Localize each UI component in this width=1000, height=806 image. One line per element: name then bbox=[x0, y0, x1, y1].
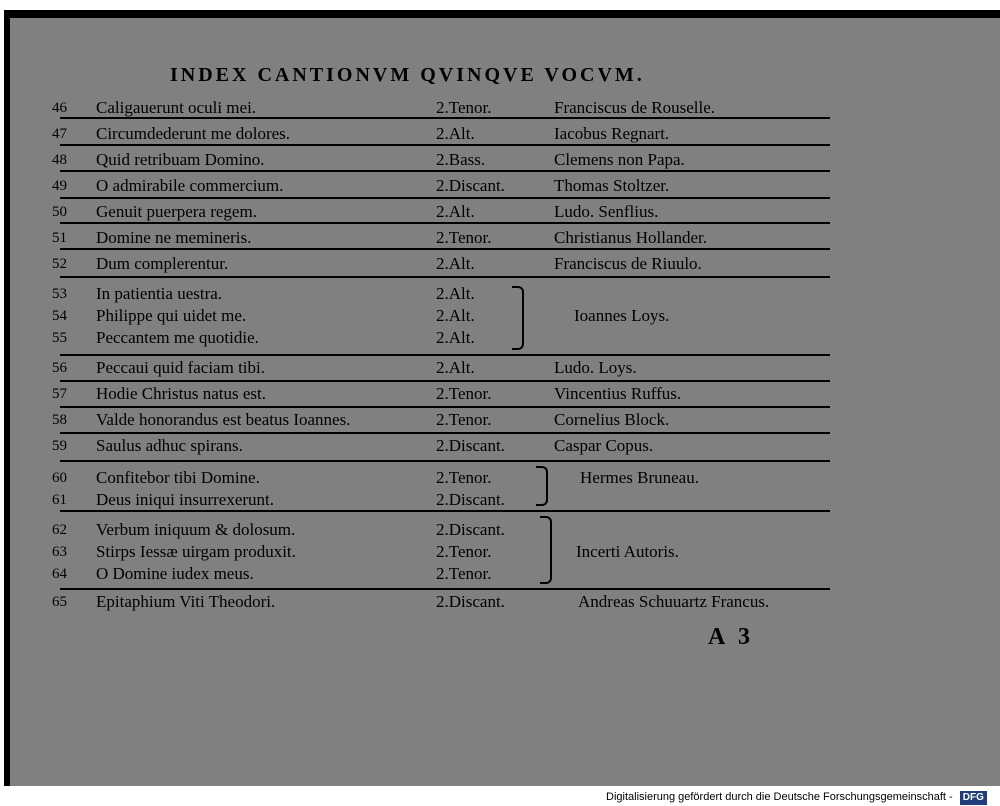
entry-voice: 2.Tenor. bbox=[436, 542, 492, 561]
entry-number: 53 bbox=[52, 286, 67, 302]
entry-voice: 2.Tenor. bbox=[436, 228, 492, 247]
entry-title: Quid retribuam Domino. bbox=[96, 150, 265, 169]
entry-number: 56 bbox=[52, 360, 67, 376]
index-entry bbox=[4, 562, 1000, 586]
entry-number: 54 bbox=[52, 308, 67, 324]
entry-title: Dum complerentur. bbox=[96, 254, 229, 273]
entry-composer: Franciscus de Rouselle. bbox=[554, 98, 715, 117]
entry-voice: 2.Alt. bbox=[436, 202, 475, 221]
entry-title: Confitebor tibi Domine. bbox=[96, 468, 260, 487]
entry-number: 55 bbox=[52, 330, 67, 346]
index-entry bbox=[4, 540, 1000, 564]
scan-top-edge bbox=[4, 10, 1000, 18]
index-entry bbox=[4, 226, 1000, 250]
footer-text: Digitalisierung gefördert durch die Deutsche Forschungsgemeinschaft - bbox=[606, 791, 953, 803]
entry-composer: Iacobus Regnart. bbox=[554, 124, 670, 143]
entry-composer: Vincentius Ruffus. bbox=[554, 384, 682, 403]
entry-title: Hodie Christus natus est. bbox=[96, 384, 266, 403]
brace bbox=[540, 516, 552, 584]
entry-voice: 2.Tenor. bbox=[436, 468, 492, 487]
index-entry bbox=[4, 326, 1000, 350]
entry-composer: Christianus Hollander. bbox=[554, 228, 707, 247]
index-entry bbox=[4, 148, 1000, 172]
entry-composer: Andreas Schuuartz Francus. bbox=[578, 592, 770, 611]
entry-composer: Incerti Autoris. bbox=[576, 542, 679, 561]
entry-voice: 2.Tenor. bbox=[436, 410, 492, 429]
entry-number: 59 bbox=[52, 438, 67, 454]
entry-title: O admirabile commercium. bbox=[96, 176, 284, 195]
entry-composer: Ludo. Loys. bbox=[554, 358, 637, 377]
entry-title: Stirps Iessæ uirgam produxit. bbox=[96, 542, 296, 561]
brace bbox=[536, 466, 548, 506]
index-entry bbox=[4, 356, 1000, 380]
entry-voice: 2.Discant. bbox=[436, 520, 505, 539]
entry-voice: 2.Alt. bbox=[436, 254, 475, 273]
rule bbox=[60, 276, 830, 278]
entry-composer: Clemens non Papa. bbox=[554, 150, 685, 169]
index-entry bbox=[4, 174, 1000, 198]
entry-voice: 2.Alt. bbox=[436, 284, 475, 303]
entry-voice: 2.Tenor. bbox=[436, 384, 492, 403]
entry-number: 64 bbox=[52, 566, 67, 582]
rule bbox=[60, 460, 830, 462]
entry-voice: 2.Discant. bbox=[436, 436, 505, 455]
index-entry bbox=[4, 304, 1000, 328]
entry-title: Peccaui quid faciam tibi. bbox=[96, 358, 265, 377]
entry-title: Philippe qui uidet me. bbox=[96, 306, 247, 325]
entry-number: 57 bbox=[52, 386, 67, 402]
entry-voice: 2.Discant. bbox=[436, 592, 505, 611]
index-entry bbox=[4, 408, 1000, 432]
index-entry bbox=[4, 122, 1000, 146]
entry-voice: 2.Alt. bbox=[436, 306, 475, 325]
entry-title: Genuit puerpera regem. bbox=[96, 202, 257, 221]
entry-number: 47 bbox=[52, 126, 67, 142]
entry-title: Valde honorandus est beatus Ioannes. bbox=[96, 410, 351, 429]
page-signature: A 3 bbox=[708, 624, 755, 650]
entry-number: 61 bbox=[52, 492, 67, 508]
entry-voice: 2.Discant. bbox=[436, 176, 505, 195]
entry-composer: Hermes Bruneau. bbox=[580, 468, 699, 487]
entry-number: 46 bbox=[52, 100, 67, 116]
index-entry bbox=[4, 382, 1000, 406]
index-entry bbox=[4, 518, 1000, 542]
entry-number: 50 bbox=[52, 204, 67, 220]
entry-composer: Caspar Copus. bbox=[554, 436, 654, 455]
entry-voice: 2.Alt. bbox=[436, 358, 475, 377]
entry-title: Deus iniqui insurrexerunt. bbox=[96, 490, 274, 509]
entry-composer: Franciscus de Riuulo. bbox=[554, 254, 702, 273]
entry-title: Epitaphium Viti Theodori. bbox=[96, 592, 276, 611]
scanned-page bbox=[4, 10, 1000, 786]
entry-title: Peccantem me quotidie. bbox=[96, 328, 259, 347]
entry-number: 49 bbox=[52, 178, 67, 194]
brace bbox=[512, 286, 524, 350]
entry-voice: 2.Alt. bbox=[436, 124, 475, 143]
entry-composer: Thomas Stoltzer. bbox=[554, 176, 670, 195]
entry-voice: 2.Tenor. bbox=[436, 98, 492, 117]
index-entry bbox=[4, 252, 1000, 276]
entry-voice: 2.Tenor. bbox=[436, 564, 492, 583]
entry-voice: 2.Discant. bbox=[436, 490, 505, 509]
index-entry bbox=[4, 488, 1000, 512]
entry-number: 65 bbox=[52, 594, 67, 610]
dfg-logo: DFG bbox=[960, 791, 987, 805]
entry-number: 48 bbox=[52, 152, 67, 168]
entry-voice: 2.Alt. bbox=[436, 328, 475, 347]
entry-title: Verbum iniquum & dolosum. bbox=[96, 520, 296, 539]
entry-number: 63 bbox=[52, 544, 67, 560]
entry-number: 52 bbox=[52, 256, 67, 272]
entry-title: Domine ne memineris. bbox=[96, 228, 252, 247]
entry-number: 58 bbox=[52, 412, 67, 428]
entry-composer: Ludo. Senflius. bbox=[554, 202, 659, 221]
entry-composer: Ioannes Loys. bbox=[574, 306, 670, 325]
index-entry bbox=[4, 200, 1000, 224]
entry-number: 62 bbox=[52, 522, 67, 538]
index-entry bbox=[4, 434, 1000, 458]
entry-number: 51 bbox=[52, 230, 67, 246]
entry-voice: 2.Bass. bbox=[436, 150, 486, 169]
index-entry bbox=[4, 96, 1000, 120]
entry-title: Saulus adhuc spirans. bbox=[96, 436, 243, 455]
index-entry bbox=[4, 590, 1000, 614]
entry-number: 60 bbox=[52, 470, 67, 486]
entry-title: Circumdederunt me dolores. bbox=[96, 124, 291, 143]
entry-title: O Domine iudex meus. bbox=[96, 564, 254, 583]
index-entry bbox=[4, 282, 1000, 306]
entry-composer: Cornelius Block. bbox=[554, 410, 670, 429]
index-entry bbox=[4, 466, 1000, 490]
entry-title: In patientia uestra. bbox=[96, 284, 223, 303]
page-title: INDEX CANTIONVM QVINQVE VOCVM. bbox=[170, 64, 645, 86]
entry-title: Caligauerunt oculi mei. bbox=[96, 98, 257, 117]
footer-credit bbox=[606, 788, 987, 806]
